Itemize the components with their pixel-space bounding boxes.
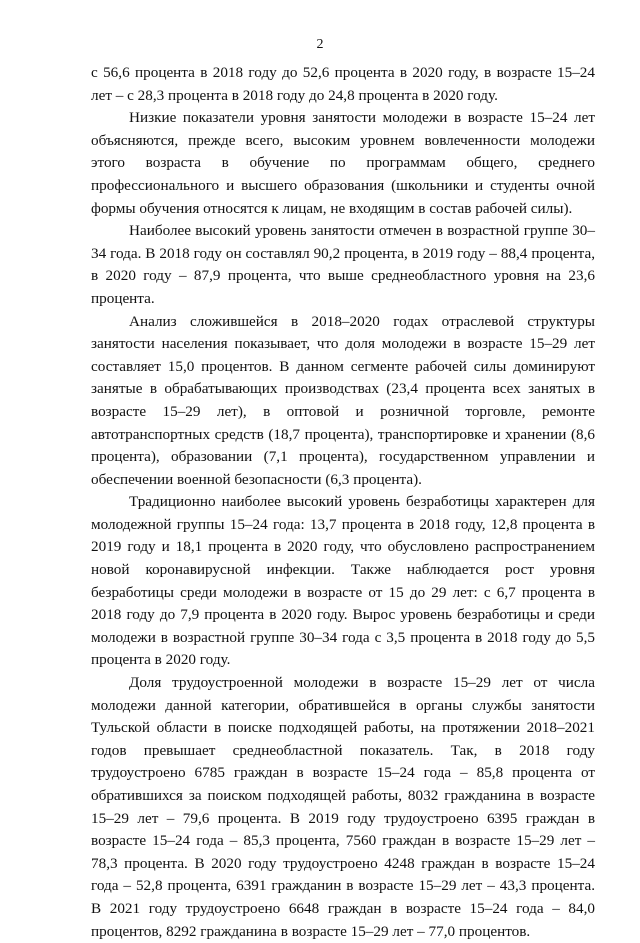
page-number: 2: [316, 37, 324, 52]
paragraph-sector-structure: Анализ сложившейся в 2018–2020 годах отраслевой структуры занятости населения показывает, что доля молодежи в возрасте 15–29 лет составляет 15,0 процентов. В данном сегменте рабочей силы доминируют занятые в обрабатывающих производствах (23,4 процента всех занятых в возрасте 15–29 лет), в оптовой и розничной торговле, ремонте автотранспортных средств (18,7 процента), транспортировке и хранении (8,6 процента), образовании (7,1 процента), государственном управлении и обеспечении военной безопасности (6,3 процента).: [91, 312, 595, 488]
paragraph-employment-explanation: Низкие показатели уровня занятости молодежи в возрасте 15–24 лет объясняются, прежде всего, высоким уровнем вовлеченности молодежи этого возраста в обучение по программам общего, среднего профессионального и высшего образования (школьники и студенты очной формы обучения относятся к лицам, не входящим в состав рабочей силы).: [91, 109, 595, 217]
document-body: [91, 62, 595, 943]
paragraph-highest-employment: Наиболее высокий уровень занятости отмечен в возрастной группе 30–34 года. В 2018 году он составлял 90,2 процента, в 2019 году – 88,4 процента, в 2020 году – 87,9 процента, что выше среднеобластного уровня на 23,6 процента.: [91, 222, 595, 307]
paragraph-job-placement: Доля трудоустроенной молодежи в возрасте 15–29 лет от числа молодежи данной категории, обратившейся в органы службы занятости Тульской области в поиске подходящей работы, на протяжении 2018–2021 годов превышает среднеобластной показатель. Так, в 2018 году трудоустроено 6785 граждан в возрасте 15–24 года – 85,8 процента от обратившихся за поиском подходящей работы, 8032 гражданина в возрасте 15–29 лет – 79,6 процента. В 2019 году трудоустроено 6395 граждан в возрасте 15–24 года – 85,3 процента, 7560 граждан в возрасте 15–29 лет – 78,3 процента. В 2020 году трудоустроено 4248 граждан в возрасте 15–24 года – 52,8 процента, 6391 гражданин в возрасте 15–29 лет – 43,3 процента. В 2021 году трудоустроено 6648 граждан в возрасте 15–24 года – 84,0 процентов, 8292 гражданина в возрасте 15–29 лет – 77,0 процентов.: [91, 674, 595, 940]
paragraph-continuation: с 56,6 процента в 2018 году до 52,6 процента в 2020 году, в возрасте 15–24 лет – с 28,3 процента в 2018 году до 24,8 процента в 2020 году.: [91, 64, 595, 104]
paragraph-unemployment: Традиционно наиболее высокий уровень безработицы характерен для молодежной группы 15–24 года: 13,7 процента в 2018 году, 12,8 процента в 2019 году и 18,1 процента в 2020 году, что обусловлено распространением новой коронавирусной инфекции. Также наблюдается рост уровня безработицы среди молодежи в возрасте от 15 до 29 лет: с 6,7 процента в 2018 году до 7,9 процента в 2020 году. Вырос уровень безработицы и среди молодежи в возрастной группе 30–34 года с 3,5 процента в 2018 году до 5,5 процента в 2020 году.: [91, 493, 595, 669]
